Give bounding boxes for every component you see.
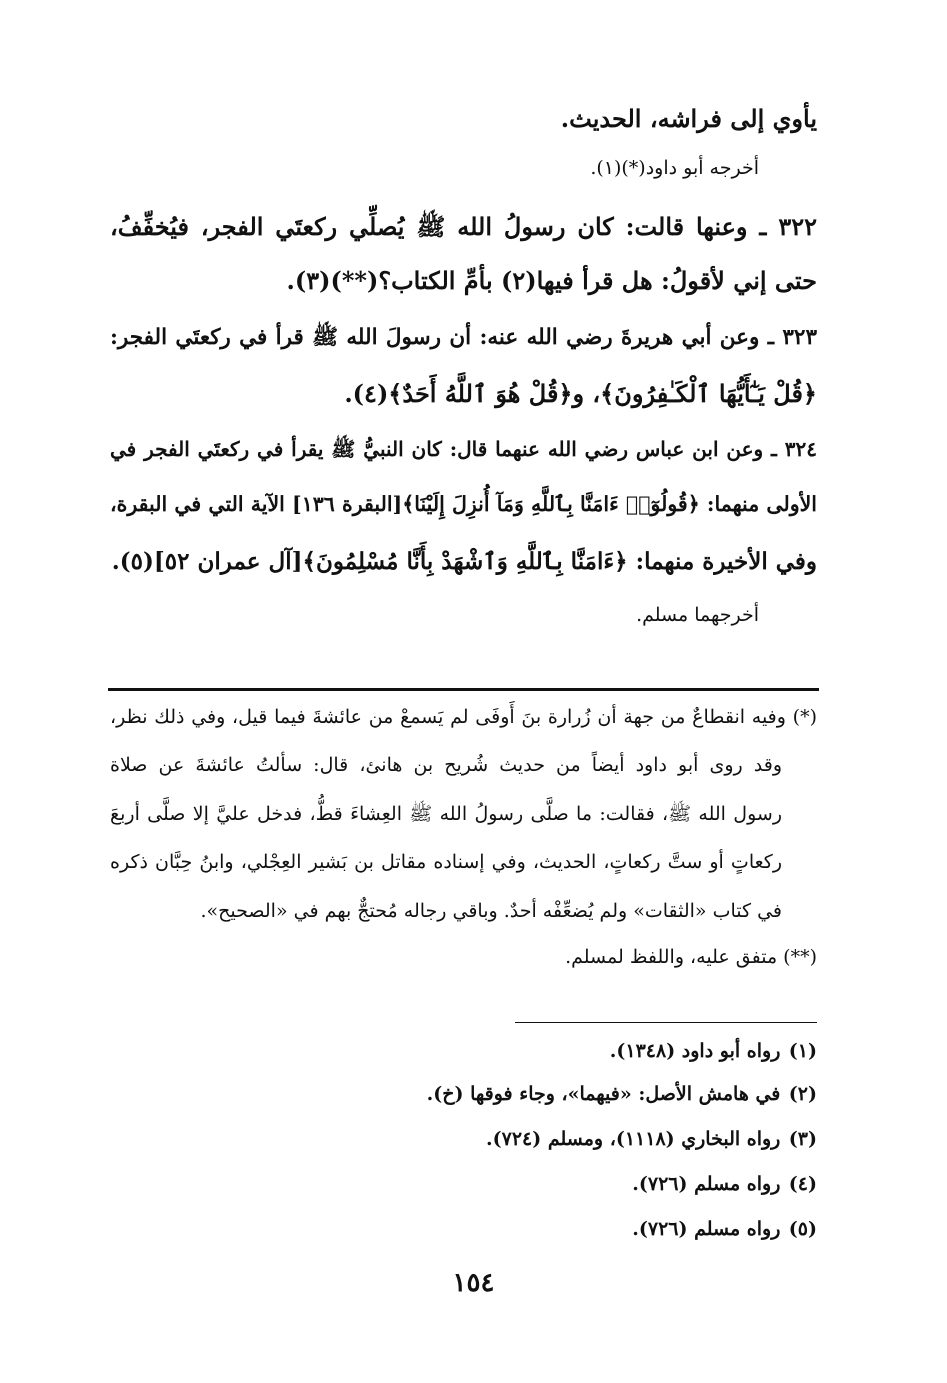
footnote-marker: (٤) — [788, 1173, 817, 1195]
hadith-324-line-4: أخرجهما مسلم. — [636, 604, 759, 626]
hadith-323-line-2: ﴿قُلْ يَـٰٓأَيُّهَا ٱلْكَـٰفِرُونَ﴾، و﴿قُلْ هُوَ ٱللَّهُ أَحَدٌ﴾(٤). — [344, 379, 817, 408]
footnote-5 — [632, 1218, 817, 1240]
main-text-line-1: يأوي إلى فراشه، الحديث. — [560, 104, 817, 133]
footnote-4 — [632, 1173, 817, 1195]
notes-separator — [108, 688, 819, 691]
note-line-2: وقد روى أبو داود أيضاً من حديث شُريح بن هانئ، قال: سألتُ عائشةَ عن صلاة — [110, 754, 782, 776]
hadith-322-line-1: ٣٢٢ ـ وعنها قالت: كان رسولُ الله ﷺ يُصلِّي ركعتَي الفجر، فيُخفِّفُ، — [110, 212, 817, 241]
page-number: ١٥٤ — [452, 1268, 495, 1298]
footnote-text: رواه مسلم (٧٢٦). — [632, 1218, 781, 1240]
footnote-marker: (٢) — [788, 1083, 817, 1105]
footnote-marker: (١) — [788, 1040, 817, 1062]
footnote-2 — [427, 1083, 817, 1105]
note-line-6: (**) متفق عليه، واللفظ لمسلم. — [565, 946, 817, 968]
footnotes-separator — [515, 1022, 817, 1023]
footnote-text: رواه أبو داود (١٣٤٨). — [609, 1040, 781, 1062]
footnote-marker: (٣) — [788, 1128, 817, 1150]
footnote-marker: (٥) — [788, 1218, 817, 1240]
main-text-line-2: أخرجه أبو داود(*)(١). — [590, 157, 759, 179]
note-line-3: رسول الله ﷺ، فقالت: ما صلَّى رسولُ الله ﷺ العِشاءَ قطُّ، فدخل عليَّ إلا صلَّى أربعَ — [110, 803, 782, 825]
note-line-5: في كتاب «الثقات» ولم يُضعِّفْه أحدٌ. وباقي رجاله مُحتجٌّ بهم في «الصحيح». — [200, 900, 782, 922]
footnote-text: رواه مسلم (٧٢٦). — [632, 1173, 781, 1195]
note-line-1: (*) وفيه انقطاعٌ من جهة أن زُرارة بنَ أَوفَى لم يَسمعْ من عائشةَ فيما قيل، وفي ذلك نظر، — [110, 706, 817, 728]
note-line-4: ركعاتٍ أو ستَّ ركعاتٍ، الحديث، وفي إسناده مقاتل بن بَشير العِجْلي، وابنُ حِبَّان ذكره — [110, 851, 782, 873]
footnote-text: في هامش الأصل: «فيهما»، وجاء فوقها (خ). — [426, 1083, 781, 1105]
hadith-324-line-2: الأولى منهما: ﴿قُولُوٓا۟ ءَامَنَّا بِٱللَّهِ وَمَآ أُنزِلَ إِلَيْنَا﴾[البقرة ١٣٦] الآية التي في البقرة، — [110, 492, 817, 516]
footnote-1 — [610, 1040, 817, 1062]
hadith-324-line-1: ٣٢٤ ـ وعن ابن عباس رضي الله عنهما قال: كان النبيُّ ﷺ يقرأ في ركعتَي الفجر في — [110, 437, 817, 461]
footnote-3 — [486, 1128, 817, 1150]
hadith-323-line-1: ٣٢٣ ـ وعن أبي هريرةَ رضي الله عنه: أن رسولَ الله ﷺ قرأ في ركعتَي الفجر: — [110, 325, 817, 350]
hadith-322-line-2: حتى إني لأقولُ: هل قرأ فيها(٢) بأمِّ الكتاب؟(**)(٣). — [286, 266, 817, 295]
hadith-324-line-3: وفي الأخيرة منهما: ﴿ءَامَنَّا بِٱللَّهِ وَٱشْهَدْ بِأَنَّا مُسْلِمُونَ﴾[آل عمران ٥٢](٥). — [111, 548, 817, 575]
footnote-text: رواه البخاري (١١١٨)، ومسلم (٧٢٤). — [486, 1128, 781, 1150]
